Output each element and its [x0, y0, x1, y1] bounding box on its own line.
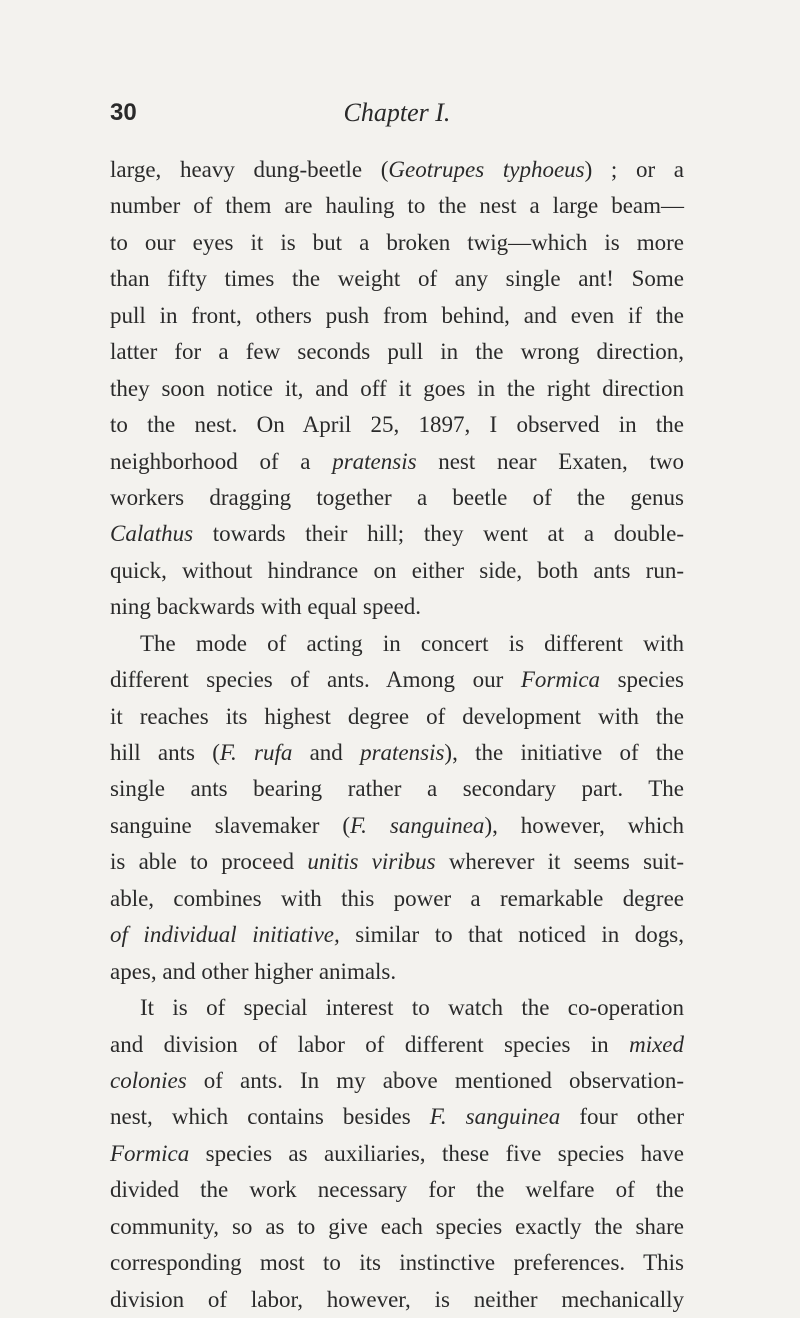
- italic-text: F. rufa: [219, 740, 293, 765]
- page-number: 30: [110, 99, 137, 126]
- text-line: [110, 1209, 684, 1245]
- text-line: [110, 188, 684, 224]
- text-run: single ants bearing rather a secondary part. The: [110, 776, 684, 802]
- text-run: hill ants (: [110, 740, 220, 765]
- italic-text: Calathus: [110, 521, 194, 547]
- text-run: The mode of acting in concert is different with: [140, 630, 684, 656]
- text-run: similar to that noticed in dogs,: [339, 922, 685, 948]
- text-run: large, heavy dung-beetle (: [110, 157, 389, 182]
- text-line: [110, 480, 684, 516]
- text-run: is able to proceed: [110, 849, 308, 875]
- text-run: pull in front, others push from behind, and even if the: [110, 302, 684, 328]
- text-line: [110, 553, 684, 589]
- text-line: [110, 225, 684, 261]
- text-run: workers dragging together a beetle of the genus: [110, 484, 684, 510]
- running-header: [110, 97, 684, 137]
- text-run: apes, and other higher animals.: [110, 958, 397, 984]
- text-line: [110, 1172, 684, 1208]
- italic-text: colonies: [110, 1067, 187, 1093]
- text-run: to our eyes it is but a broken twig—which is more: [110, 229, 684, 255]
- text-run: sanguine slavemaker (: [110, 812, 351, 838]
- text-run: towards their hill; they went at a double-: [193, 521, 684, 547]
- text-line: [110, 881, 684, 917]
- text-line: [110, 808, 684, 844]
- italic-text: Formica: [110, 1140, 190, 1166]
- italic-text: pratensis: [360, 740, 445, 765]
- italic-text: mixed: [629, 1031, 684, 1057]
- text-line: [110, 1136, 684, 1172]
- text-line: [110, 516, 684, 552]
- italic-text: Geotrupes typhoeus: [388, 157, 585, 182]
- text-line: [110, 152, 684, 188]
- text-line: [110, 407, 684, 443]
- text-line: [110, 844, 684, 880]
- text-line: [110, 626, 684, 662]
- text-run: latter for a few seconds pull in the wrong direction,: [110, 339, 684, 365]
- text-line: [110, 917, 684, 953]
- text-run: nest near Exaten, two: [416, 448, 684, 474]
- italic-text: F. sanguinea: [429, 1104, 561, 1130]
- text-line: [110, 1099, 684, 1135]
- text-run: they soon notice it, and off it goes in the right direction: [110, 375, 684, 401]
- italic-text: F. sanguinea: [350, 812, 485, 838]
- text-run: neighborhood of a: [110, 448, 333, 474]
- text-run: wherever it seems suit-: [435, 849, 684, 875]
- chapter-title: Chapter I.: [343, 98, 451, 127]
- text-line: [110, 371, 684, 407]
- text-line: [110, 735, 684, 771]
- text-run: of ants. In my above mentioned observation-: [186, 1067, 684, 1093]
- text-line: [110, 771, 684, 807]
- text-run: ), however, which: [484, 812, 684, 838]
- text-run: ning backwards with equal speed.: [110, 594, 422, 620]
- text-run: able, combines with this power a remarkable degree: [110, 885, 684, 911]
- text-run: different species of ants. Among our: [110, 667, 521, 693]
- text-line: [110, 298, 684, 334]
- body-text: [110, 152, 684, 1318]
- text-run: and division of labor of different species in: [110, 1031, 630, 1057]
- text-run: number of them are hauling to the nest a large beam—: [110, 193, 684, 219]
- text-line: [110, 261, 684, 297]
- italic-text: Formica: [520, 667, 601, 693]
- italic-text: unitis viribus: [307, 849, 436, 875]
- text-line: [110, 662, 684, 698]
- text-run: community, so as to give each species exactly the share: [110, 1213, 684, 1239]
- text-run: quick, without hindrance on either side, both ants run-: [110, 557, 684, 583]
- text-run: it reaches its highest degree of development with the: [110, 703, 684, 729]
- text-run: ) ; or a: [584, 157, 684, 182]
- text-run: divided the work necessary for the welfare of the: [110, 1177, 684, 1203]
- text-run: and: [292, 740, 361, 765]
- text-line: [110, 334, 684, 370]
- text-run: to the nest. On April 25, 1897, I observed in the: [110, 412, 684, 438]
- text-run: corresponding most to its instinctive preferences. This: [110, 1250, 684, 1276]
- text-run: division of labor, however, is neither mechanically: [110, 1286, 684, 1312]
- text-line: [110, 444, 684, 480]
- text-line: [110, 1282, 684, 1318]
- text-line: [110, 699, 684, 735]
- text-line: [110, 954, 684, 990]
- italic-text: of individual initiative,: [110, 922, 340, 948]
- text-line: [110, 589, 684, 625]
- text-run: four other: [560, 1104, 684, 1130]
- text-run: ), the initiative of the: [444, 740, 684, 765]
- text-run: than fifty times the weight of any single ant! Some: [110, 266, 684, 292]
- text-run: nest, which contains besides: [110, 1104, 430, 1130]
- italic-text: pratensis: [332, 448, 417, 474]
- text-run: species as auxiliaries, these five species have: [189, 1140, 684, 1166]
- text-line: [110, 990, 684, 1026]
- text-line: [110, 1063, 684, 1099]
- text-line: [110, 1027, 684, 1063]
- text-run: species: [600, 667, 684, 693]
- text-run: It is of special interest to watch the co-operation: [140, 995, 684, 1021]
- text-line: [110, 1245, 684, 1281]
